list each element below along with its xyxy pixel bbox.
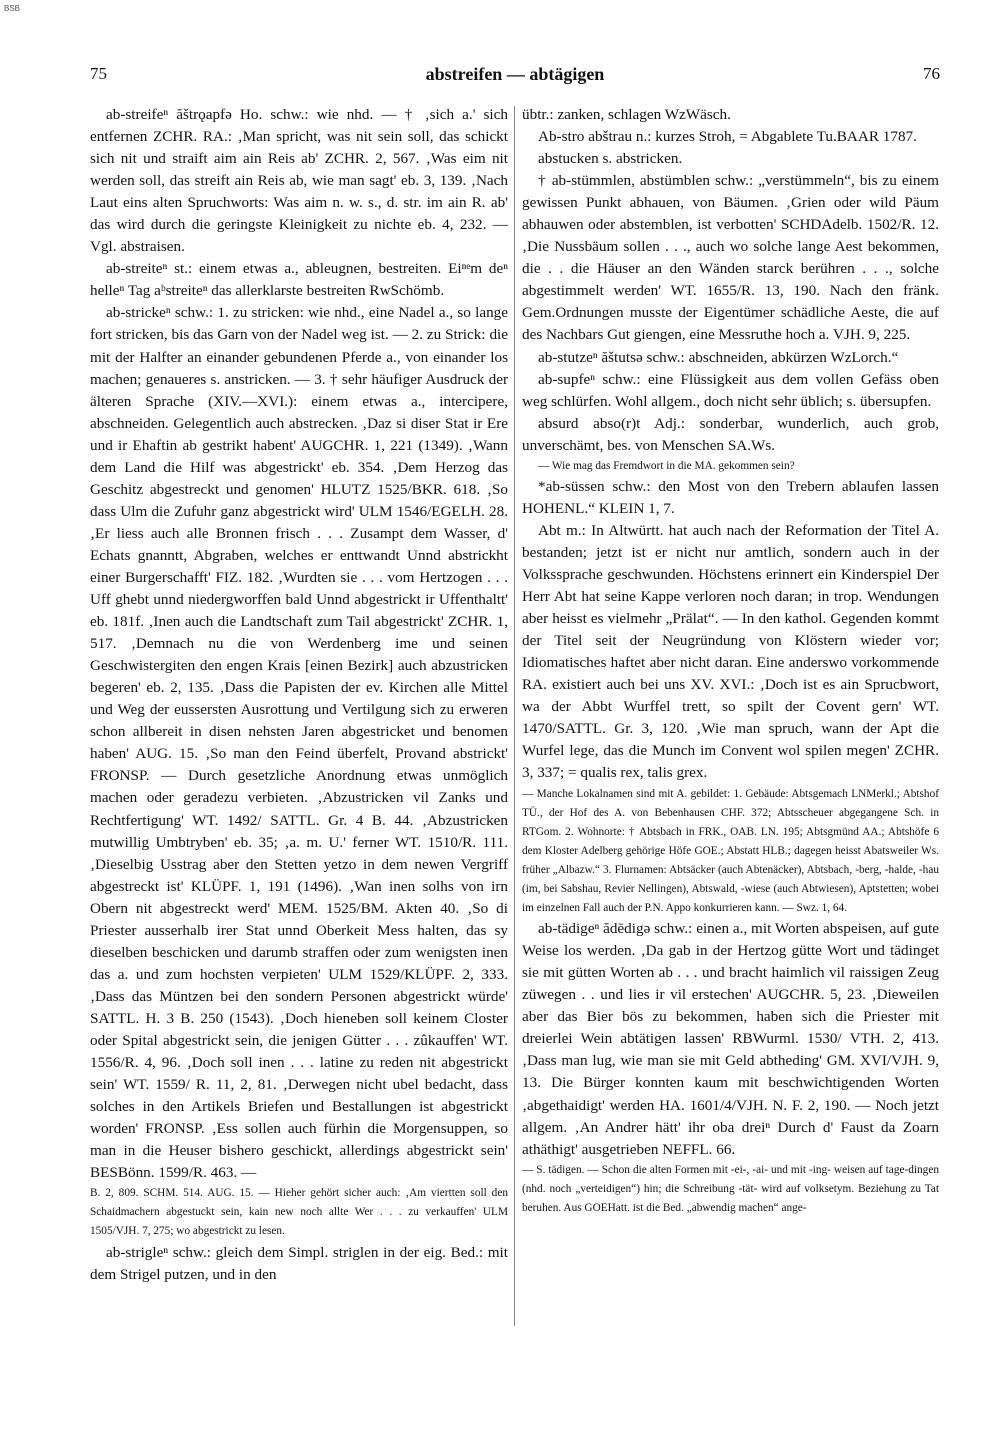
dictionary-note: — Manche Lokalnamen sind mit A. gebildet: 1. Gebäude: Abtsgemach LNMerkl.; Abtshof TÜ., der Hof des A. von Bebenhausen CHF. 372; Abtsscheuer abgegangene Sch. in RTGom. 2. Wohnorte: † Abtsbach in FRK., OAB. LN. 195; Abtsgmünd AA.; Abtshöfe 6 dem Kloster Adelberg gehörige Höfe GOE.; Abstatt HLB.; dagegen heisst Abatsweiler Ws. früher „Albazw.“ 3. Flurnamen: Abtsäcker (auch Abtenäcker), Abtsbach, -berg, -halde, -hau (im, bei Sabshau, Revier Nellingen), Abtswald, -wiese (auch Abtwiesen), Aptstetten; wobei im einzelnen Fall auch der P.N. Appo konkurrieren kann. — Swz. 1, 64. (522, 787, 939, 915)
dictionary-entry: übtr.: zanken, schlagen WzWäsch. (522, 106, 731, 123)
dictionary-note: B. 2, 809. SCHM. 514. AUG. 15. — Hieher gehört sicher auch: ‚Am viertten soll den Schaidmachern abgestuckt sein, kain new noch allte Wer . . . zu verkauffen' ULM 1505/VJH. 7, 275; wo abgestrickt zu lesen. (90, 1187, 508, 1238)
dictionary-entry: ab-streifeⁿ ăštrǫapfə Ho. schw.: wie nhd. — † ‚sich a.' sich entfernen ZCHR. RA.: ‚Man spricht, was nit sein soll, das schickt sich nit und straift aim ain Reis ab' ZCHR. 2, 567. ‚Was eim nit werden soll, das streift ain Reis ab, wie man sagt' eb. 3, 139. ‚Nach Laut eins alten Spruchworts: Was aim n. w. s., d. str. im ain R. ab' das wird durch die geringste Kleinigkeit zu nichte eb. 4, 232. — Vgl. abstraisen. (90, 106, 508, 256)
dictionary-entry: abstucken s. abstricken. (538, 150, 683, 168)
dictionary-entry: ab-strickeⁿ schw.: 1. zu stricken: wie nhd., eine Nadel a., so lange fort stricken, bis das Garn von der Nadel weg ist. — 2. zu Strick: die mit der Halfter an einander gebundenen Pferde a., von einander los machen; genaueres s. anstricken. — 3. † sehr häufiger Ausdruck der älteren Sprache (XIV.—XVI.): einem etwas a., intercipere, abschneiden. Gelegentlich auch abstrecken. ‚Daz si diser Stat ir Ere und ir Ehaftin ab gestrikt habent' AUGCHR. 1, 221 (1349). ‚Wann dem Land die Hilf was abgestrickt' eb. 354. ‚Dem Herzog das Geschitz abgestreckt und genomen' HLUTZ 1525/BKR. 618. ‚So dass Ulm die Zufuhr ganz abgestrickt wird' ULM 1546/EGELH. 28. ‚Er liess auch alle Bronnen frisch . . . Zusampt dem Wasser, d' Echats gnanntt, Abgraben, welches er enttwandt Unnd abstrickht einer Burgerschafft' FIZ. 182. ‚Wurdten sie . . . vom Hertzogen . . . Uff ghebt unnd niedergworffen bald Unnd abgestrickt ir Uffenthaltt' eb. 181f. ‚Inen auch die Landtschaft zum Tail abgestrickt' ZCHR. 1, 517. ‚Demnach nu die von Werdenberg ime und seinen Geschwistergiten den engen Krais [einen Bezirk] auch abzustricken begeren' eb. 2, 135. ‚Dass die Papisten der ev. Kirchen alle Mittel und Weg der eussersten Ausrottung und Vertilgung sich zu erweren schon allbereit in disen nehsten Jaren abgestricket und benomen haben' AUG. 15. ‚So man den Feind überfelt, Provand abstrickt' FRONSP. — Durch gesetzliche Anordnung etwas unmöglich machen oder geradezu verbieten. ‚Abzustricken vil Zanks und Rechtfertigung' WT. 1492/ SATTL. Gr. 4 B. 44. ‚Abzustricken mutwillig Umbtryben' eb. 35; ‚a. m. U.' ferner WT. 1510/R. 111. ‚Dieselbig Usstrag aber den Stetten yetzo in dem newen Vergriff abgestreckt ist' KLÜPF. 1, 191 (1496). ‚Wan inen solhs von irn Obern nit abgestreckt werd' MEM. 1525/BM. Akten 40. ‚So di Priester ausserhalb irer Stat unnd Oberkeit Mess halten, das sy dieselben beschicken und darumb straffen oder zum wenigsten inen das a. und zum hochsten verpieten' ULM 1529/KLÜPF. 2, 333. ‚Dass das Müntzen bei den sondern Personen abgestrickt würde' SATTL. H. 3 B. 250 (1543). ‚Doch hieneben soll keinem Closter oder Spital abgestrickt sein, die jenigen Gütter . . . zûkauffen' WT. 1556/R. 4, 96. ‚Doch soll inen . . . latine zu reden nit abgestrickt sein' WT. 1559/ R. 11, 2, 81. ‚Derwegen nicht ubel bedacht, dass solches in den Artikels Briefen und Bestallungen ist abgestrickt worden' FRONSP. ‚Ess sollen auch fürhin die Morgensuppen, so man in die Heuser bishero geschickt, allerdings abgestrickt sein' BESBönn. 1599/R. 463. — (90, 304, 508, 1182)
dictionary-entry: ab-tädigeⁿ ădēdigə schw.: einen a., mit Worten abspeisen, auf gute Weise los werden. ‚Da gab in der Hertzog gütte Wort und tädinget sie mit gütten Worten ab . . . und bracht haimlich vil raissigen Zeug züwegen . . und lies ir vil erstechen' AUGCHR. 5, 23. ‚Dieweilen aber das Bier bös zu bekommen, haben sich die Priester mit dreierlei Wein abtätigen lassen' RBWurml. 1530/ VTH. 2, 413. ‚Dass man lug, wie man sie mit Geld abtheding' GM. XVI/VJH. 9, 13. Die Bürger konnten kaum mit beschwichtigenden Worten ‚abgethaidigt' werden HA. 1601/4/VJH. N. F. 2, 190. — Noch jetzt allgem. ‚An Andrer hätt' ihr oba dreiⁿ Durch d' Faust da Zoarn athäthigt' ausgetrieben NEFFL. 66. (522, 920, 939, 1158)
library-stamp: BSB (4, 4, 21, 13)
left-column (90, 104, 508, 1329)
dictionary-note: — S. tädigen. — Schon die alten Formen mit -ei-, -ai- und mit -ing- weisen auf tage-dingen (nhd. noch „verteidigen“) hin; die Schreibung -tät- wird auf volksetym. Beziehung zu Tat beruhen. Aus GOEHatt. ist die Bed. „abwendig machen“ ange- (522, 1163, 939, 1214)
page-header (90, 64, 940, 88)
dictionary-entry: absurd abso(r)t Adj.: sonderbar, wunderlich, auch grob, unverschämt, bes. von Menschen SA.Ws. (522, 414, 939, 454)
dictionary-entry: ab-streiteⁿ st.: einem etwas a., ableugnen, bestreiten. Eiⁿᵉm deⁿ helleⁿ Tag aᵇstreiteⁿ das allerklarste bestreiten RwSchömb. (90, 260, 508, 300)
dictionary-entry: Abt m.: In Altwürtt. hat auch nach der Reformation der Titel A. bestanden; jetzt ist er nicht nur amtlich, sondern auch in der Volkssprache geschwunden. Höchstens erinnert ein Kinderspiel Der Herr Abt hat seine Kappe verloren noch daran; in trop. Wendungen aber heisst es vielmehr „Prälat“. — In den kathol. Gegenden kommt der Titel seit der Neugründung von Klöstern wieder vor; Idiomatisches haftet aber nicht daran. Eine anderswo vorkommende RA. existiert auch bei uns XV. XVI.: ‚Doch ist es ain Sprucbwort, wa der Abbt Wurffel trett, so spilt der Covent gern' WT. 1470/SATTL. Gr. 3, 120. ‚Wie man spruch, wann der Apt die Wurfel lege, das die Munch im Convent wol spilen megen' ZCHR. 3, 337; = qualis rex, talis grex. (522, 521, 939, 782)
column-divider (514, 106, 515, 1326)
dictionary-note: — Wie mag das Fremdwort in die MA. gekommen sein? (538, 459, 795, 472)
dictionary-entry: † ab-stümmlen, abstümblen schw.: „verstümmeln“, bis zu einem gewissen Punkt abhauen, von Bäumen. ‚Grien oder wild Päum abhauwen oder abstemblen, ist verbotten' SCHDAdelb. 1502/R. 12. ‚Die Nussbäum sollen . . ., auch wo solche lange Aest bekommen, die . . die Häuser an den Wänden starck berühren . . ., solche abgestimmelt werden' WT. 1655/R. 13, 190. Nach den fränk. Gem.Ordnungen musste der Eigentümer schädliche Aeste, die auf des Nachbars Gut giengen, eine Messruthe hoch a. VJH. 9, 225. (522, 172, 939, 344)
running-title: abstreifen — abtägigen (425, 64, 605, 84)
dictionary-entry: ab-supfeⁿ schw.: eine Flüssigkeit aus dem vollen Gefäss oben weg schlürfen. Wohl allgem., doch nicht sehr üblich; s. übersupfen. (522, 370, 939, 410)
dictionary-entry: ab-stutzeⁿ ăštutsə schw.: abschneiden, abkürzen WzLorch.“ (538, 348, 899, 366)
dictionary-entry: *ab-süssen schw.: den Most von den Trebern ablaufen lassen HOHENL.“ KLEIN 1, 7. (522, 477, 939, 517)
right-column (522, 104, 939, 1329)
dictionary-entry: Ab-stro abštrau n.: kurzes Stroh, = Abgablete Tu.BAAR 1787. (538, 128, 917, 146)
page-number-left: 75 (90, 64, 107, 83)
page-number-right: 76 (923, 64, 940, 83)
dictionary-entry: ab-strigleⁿ schw.: gleich dem Simpl. striglen in der eig. Bed.: mit dem Strigel putzen, und in den (90, 1243, 508, 1283)
